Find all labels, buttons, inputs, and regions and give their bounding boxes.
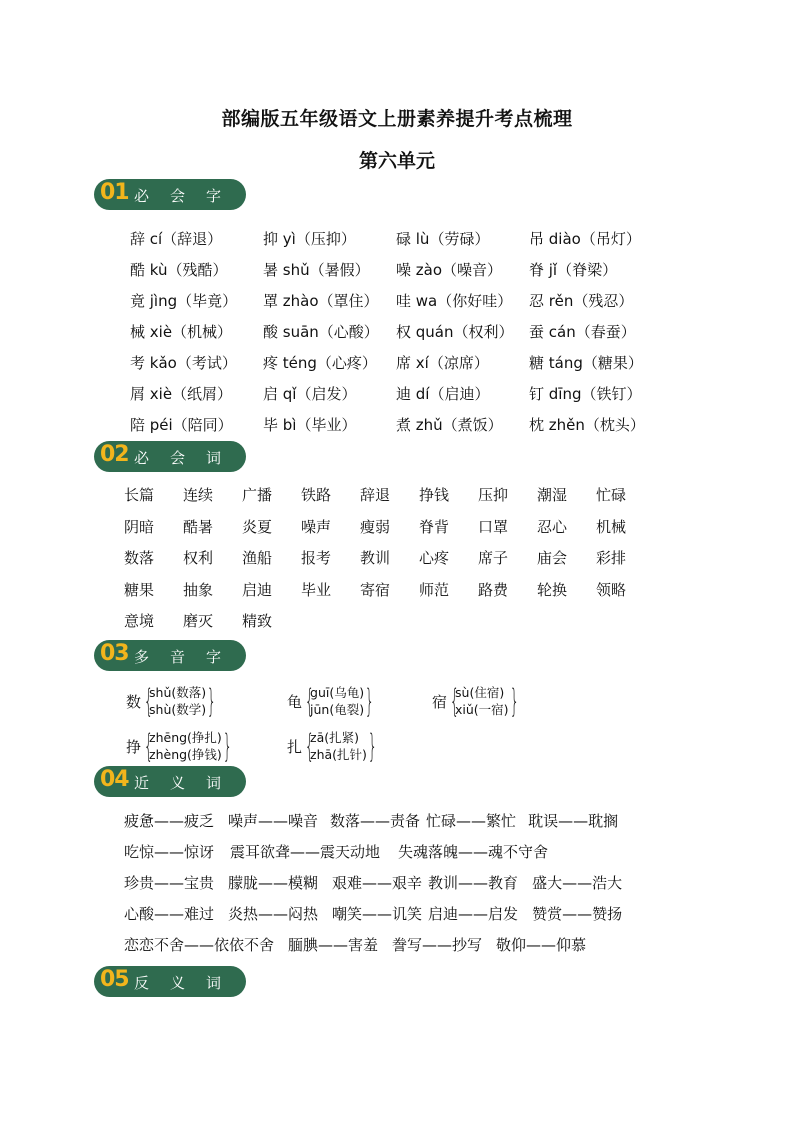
left-brace: { (143, 727, 154, 765)
character-entry: 权 quán（权利） (396, 323, 514, 341)
character-entry: 屑 xiè（纸屑） (130, 385, 233, 403)
word-entry: 磨灭 (183, 612, 214, 630)
character-entry: 罩 zhào（罩住） (263, 292, 379, 310)
synonym-pair: 心酸——难过 (124, 905, 215, 923)
polyphone-reading: shǔ(数落) (149, 685, 207, 700)
word-entry: 彩排 (596, 549, 627, 567)
synonym-pair: 朦胧——模糊 (228, 874, 319, 892)
synonym-pair: 恋恋不舍——依依不舍 (124, 936, 275, 954)
section-label: 近义词 (134, 774, 243, 792)
polyphone-readings (149, 729, 222, 763)
unit-subtitle: 第六单元 (358, 150, 435, 172)
character-entry: 陪 péi（陪同） (130, 416, 233, 434)
word-entry: 师范 (419, 580, 450, 599)
character-entry: 毕 bì（毕业） (263, 416, 357, 434)
polyphone-entry (126, 727, 232, 765)
character-entry: 忍 rěn（残忍） (529, 292, 634, 310)
word-entry: 寄宿 (360, 580, 391, 599)
polyphone-readings (455, 684, 509, 718)
character-entry: 吊 diào（吊灯） (529, 230, 641, 248)
character-entry: 脊 jǐ（脊梁） (529, 261, 618, 279)
synonym-pairs (124, 810, 622, 965)
polyphone-reading: zā(扎紧) (310, 730, 359, 745)
right-brace: } (207, 682, 217, 720)
polyphone-readings (310, 729, 367, 763)
right-brace: } (367, 727, 378, 765)
word-entry: 领略 (596, 580, 627, 599)
word-entry: 瘦弱 (360, 517, 391, 536)
section-label: 反义词 (134, 974, 243, 992)
character-entry: 糖 táng（糖果） (529, 354, 643, 372)
character-entry: 疼 téng（心疼） (263, 354, 377, 372)
synonym-pair: 吃惊——惊讶 (124, 843, 215, 861)
synonym-pair: 忙碌——繁忙 (426, 812, 517, 830)
character-entry: 蚕 cán（春蚕） (529, 323, 636, 341)
synonym-pair: 敬仰——仰慕 (496, 936, 587, 954)
polyphone-char: 扎 (287, 737, 303, 756)
synonym-pair: 启迪——启发 (428, 905, 519, 923)
page-title: 部编版五年级语文上册素养提升考点梳理 (221, 108, 573, 130)
word-entry: 潮湿 (537, 486, 568, 504)
character-row (130, 352, 662, 383)
synonym-pair: 赞赏——赞扬 (532, 905, 623, 923)
synonym-pair: 噪声——噪音 (228, 812, 319, 830)
word-entry: 脊背 (419, 517, 450, 536)
word-entry: 渔船 (242, 549, 273, 567)
character-entry: 启 qǐ（启发） (263, 385, 357, 403)
left-brace: { (304, 682, 315, 720)
synonym-pair: 嘲笑——讥笑 (332, 905, 423, 923)
right-brace: } (222, 727, 232, 765)
section-number: 05 (100, 967, 129, 992)
word-entry: 精致 (242, 612, 273, 630)
polyphone-char: 龟 (287, 692, 303, 711)
character-row (130, 228, 662, 259)
synonym-pair: 炎热——闷热 (228, 905, 319, 923)
character-row (130, 383, 662, 414)
character-entry: 考 kǎo（考试） (130, 354, 237, 372)
word-entry: 压抑 (478, 486, 509, 504)
right-brace: } (365, 682, 375, 720)
synonym-pair: 艰难——艰辛 (332, 874, 423, 892)
word-row (124, 547, 655, 579)
left-brace: { (449, 682, 460, 720)
word-entry: 庙会 (537, 549, 568, 567)
word-entry: 广播 (242, 486, 273, 504)
polyphone-reading: zhā(扎针) (310, 747, 367, 762)
section-number: 01 (100, 180, 129, 205)
character-row (130, 259, 662, 290)
character-entry: 抑 yì（压抑） (263, 230, 356, 248)
synonym-pair: 失魂落魄——魂不守舍 (398, 843, 549, 861)
word-entry: 席子 (478, 549, 509, 567)
synonym-pair: 耽误——耽搁 (528, 812, 619, 830)
synonym-pair: 教训——教育 (428, 874, 519, 892)
word-entry: 教训 (360, 549, 391, 567)
section-label: 必会字 (134, 187, 243, 205)
word-entry: 阴暗 (124, 517, 155, 536)
synonym-pair: 盛大——浩大 (532, 874, 623, 892)
character-entry: 席 xí（凉席） (396, 354, 489, 372)
word-entry: 铁路 (301, 486, 332, 504)
section-header-bihuici (94, 441, 246, 472)
word-entry: 忙碌 (596, 486, 627, 504)
character-entry: 迪 dí（启迪） (396, 385, 490, 403)
character-entry: 枕 zhěn（枕头） (529, 416, 645, 434)
word-entry: 挣钱 (419, 486, 450, 504)
left-brace: { (304, 727, 315, 765)
word-entry: 轮换 (537, 580, 568, 599)
synonym-pair: 珍贵——宝贵 (124, 874, 215, 892)
must-know-characters (130, 228, 662, 445)
word-entry: 机械 (596, 517, 627, 536)
section-label: 多音字 (134, 648, 243, 666)
word-entry: 路费 (478, 580, 509, 599)
character-entry: 酷 kù（残酷） (130, 261, 228, 279)
word-entry: 抽象 (183, 580, 214, 599)
polyphone-char: 挣 (126, 737, 142, 756)
polyphone-entry (287, 727, 378, 765)
word-entry: 糖果 (124, 580, 155, 599)
word-row (124, 579, 655, 611)
word-entry: 数落 (124, 549, 155, 567)
polyphone-reading: jūn(龟裂) (310, 702, 365, 717)
word-entry: 意境 (124, 612, 155, 630)
word-entry: 权利 (183, 549, 214, 567)
character-row (130, 290, 662, 321)
polyphone-reading: shù(数学) (149, 702, 207, 717)
character-entry: 辞 cí（辞退） (130, 230, 223, 248)
section-number: 03 (100, 641, 129, 666)
word-entry: 忍心 (537, 517, 568, 536)
word-row (124, 516, 655, 548)
character-entry: 钉 dīng（铁钉） (529, 385, 642, 403)
synonym-pair: 疲惫——疲乏 (124, 812, 215, 830)
character-entry: 哇 wa（你好哇） (396, 292, 513, 310)
polyphone-entry (287, 682, 375, 720)
section-header-fanyici (94, 966, 246, 997)
polyphone-entry (126, 682, 217, 720)
polyphone-reading: zhēng(挣扎) (149, 730, 222, 745)
character-entry: 煮 zhǔ（煮饭） (396, 416, 503, 434)
synonym-pair: 震耳欲聋——震天动地 (230, 843, 381, 861)
character-entry: 酸 suān（心酸） (263, 323, 379, 341)
section-header-duoyinzi (94, 640, 246, 671)
word-entry: 口罩 (478, 517, 509, 536)
polyphone-reading: xiǔ(一宿) (455, 702, 509, 717)
word-entry: 报考 (301, 549, 332, 567)
character-entry: 碌 lù（劳碌） (396, 230, 490, 248)
character-entry: 暑 shǔ（暑假） (263, 261, 370, 279)
word-row (124, 610, 655, 642)
word-row (124, 484, 655, 516)
synonym-row (124, 934, 622, 965)
character-row (130, 321, 662, 352)
right-brace: } (509, 682, 519, 720)
word-entry: 启迪 (242, 580, 273, 599)
must-know-words (124, 484, 655, 642)
synonym-row (124, 810, 622, 841)
word-entry: 炎夏 (242, 517, 273, 536)
section-label: 必会词 (134, 449, 243, 467)
polyphone-char: 数 (126, 692, 142, 711)
synonym-row (124, 841, 622, 872)
character-entry: 噪 zào（噪音） (396, 261, 503, 279)
polyphone-reading: zhèng(挣钱) (149, 747, 222, 762)
synonym-row (124, 872, 622, 903)
synonym-pair: 誊写——抄写 (392, 936, 483, 954)
synonym-pair: 数落——责备 (330, 812, 421, 830)
word-entry: 噪声 (301, 517, 332, 536)
character-entry: 械 xiè（机械） (130, 323, 233, 341)
polyphone-reading: guī(乌龟) (310, 685, 365, 700)
polyphone-reading: sù(住宿) (455, 685, 505, 700)
left-brace: { (143, 682, 154, 720)
word-entry: 心疼 (419, 549, 450, 567)
synonym-pair: 腼腆——害羞 (288, 936, 379, 954)
word-entry: 长篇 (124, 486, 155, 504)
section-number: 02 (100, 442, 129, 467)
section-header-bihuizi (94, 179, 246, 210)
polyphone-readings (310, 684, 364, 718)
polyphone-char: 宿 (432, 692, 448, 711)
character-entry: 竟 jìng（毕竟） (130, 292, 238, 310)
word-entry: 辞退 (360, 486, 391, 504)
word-entry: 连续 (183, 486, 214, 504)
polyphone-readings (149, 684, 206, 718)
synonym-row (124, 903, 622, 934)
section-number: 04 (100, 767, 129, 792)
section-header-jinyici (94, 766, 246, 797)
word-entry: 酷暑 (183, 517, 214, 536)
word-entry: 毕业 (301, 580, 332, 599)
polyphone-entry (432, 682, 519, 720)
